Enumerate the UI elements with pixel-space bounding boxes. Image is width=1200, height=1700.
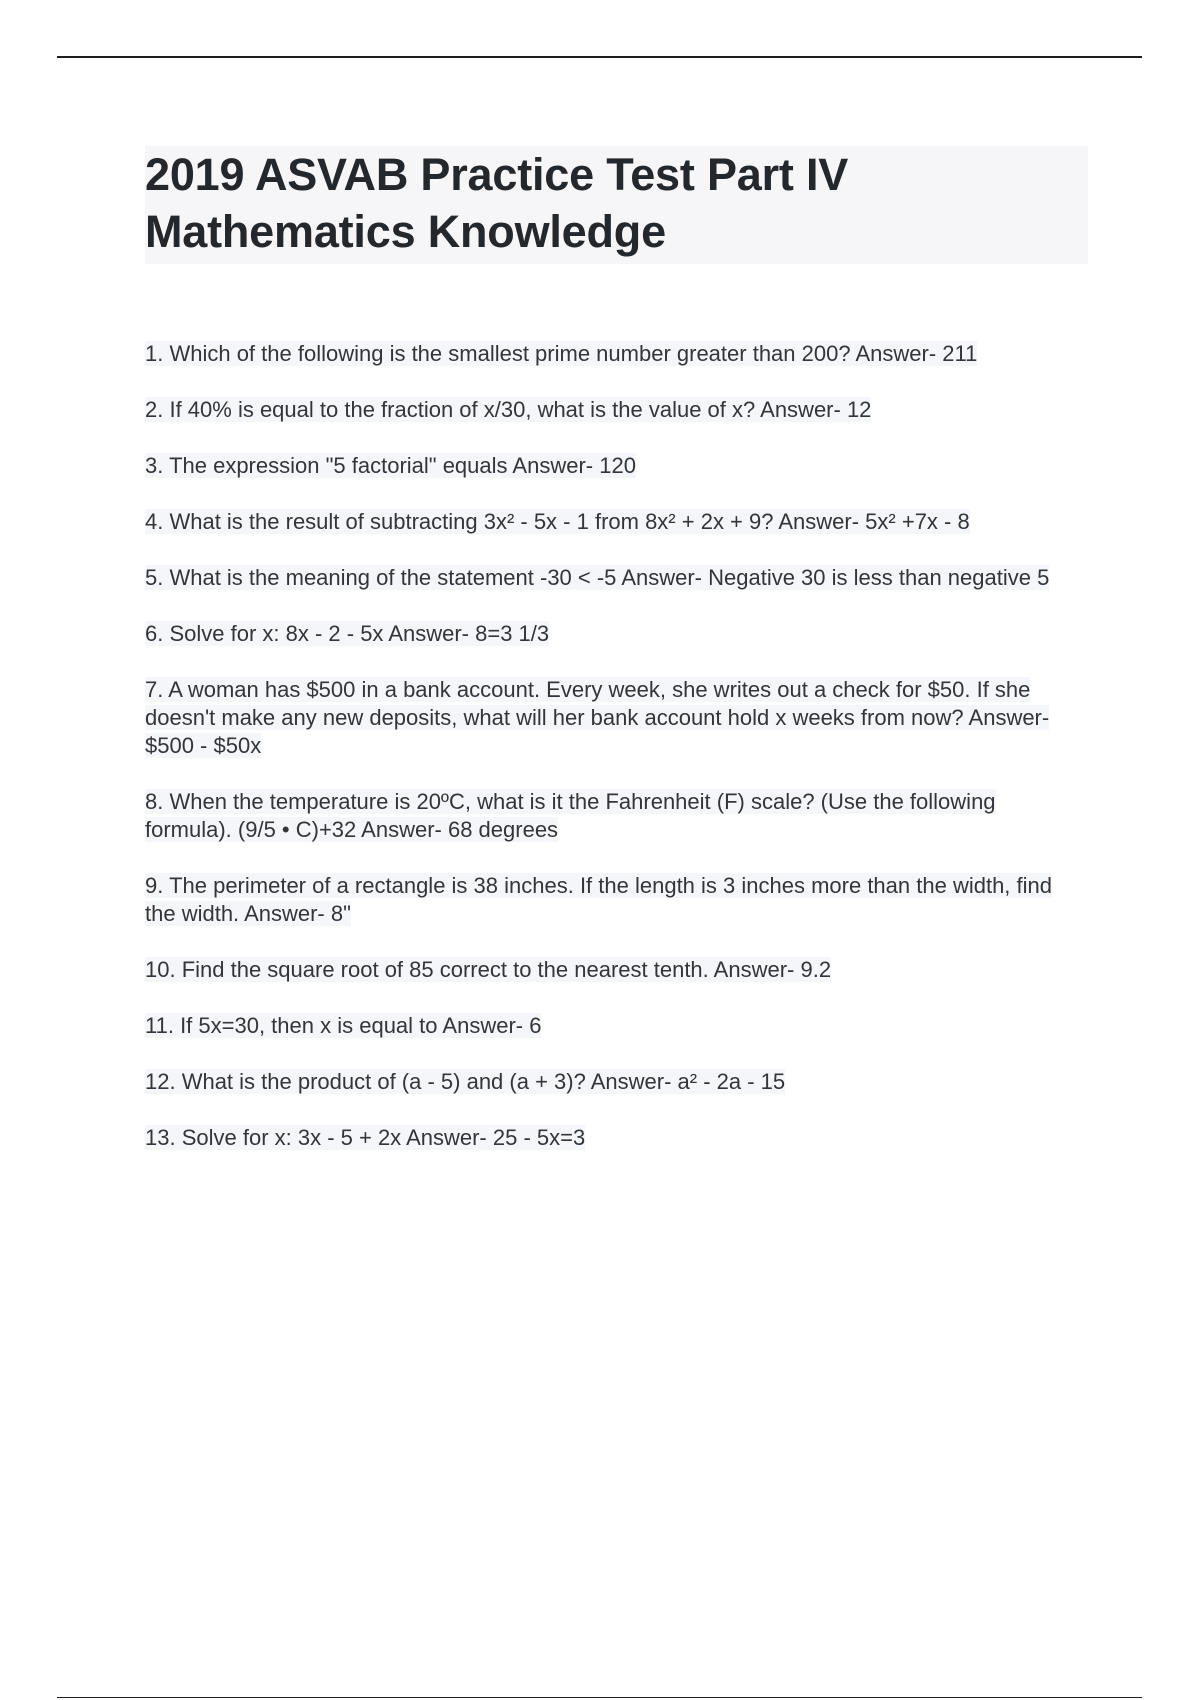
question-item: [145, 676, 1088, 760]
title-line-2: Mathematics Knowledge: [145, 206, 666, 257]
question-item: [145, 340, 1088, 368]
question-item: [145, 1068, 1088, 1096]
question-text: 7. A woman has $500 in a bank account. Every week, she writes out a check for $50. If she doesn't make any new deposits, what will her bank account hold x weeks from now? Answer- $500 - $50x: [145, 677, 1050, 758]
question-item: [145, 956, 1088, 984]
question-item: [145, 1124, 1088, 1152]
document-title: [145, 146, 1082, 260]
question-text: 9. The perimeter of a rectangle is 38 inches. If the length is 3 inches more than the width, find the width. Answer- 8": [145, 873, 1052, 926]
question-item: [145, 620, 1088, 648]
question-item: [145, 564, 1088, 592]
question-text: 12. What is the product of (a - 5) and (a + 3)? Answer- a² - 2a - 15: [145, 1069, 786, 1094]
question-text: 11. If 5x=30, then x is equal to Answer- 6: [145, 1013, 542, 1038]
question-text: 10. Find the square root of 85 correct to the nearest tenth. Answer- 9.2: [145, 957, 832, 982]
question-text: 6. Solve for x: 8x - 2 - 5x Answer- 8=3 1/3: [145, 621, 550, 646]
document-body: [145, 146, 1088, 1180]
question-text: 2. If 40% is equal to the fraction of x/30, what is the value of x? Answer- 12: [145, 397, 872, 422]
question-item: [145, 508, 1088, 536]
question-item: [145, 788, 1088, 844]
question-text: 1. Which of the following is the smallest prime number greater than 200? Answer- 211: [145, 341, 978, 366]
question-text: 3. The expression "5 factorial" equals Answer- 120: [145, 453, 636, 478]
title-line-1: 2019 ASVAB Practice Test Part IV: [145, 149, 849, 200]
question-item: [145, 396, 1088, 424]
title-block: [145, 146, 1088, 264]
bottom-rule: [57, 1697, 1142, 1698]
question-text: 5. What is the meaning of the statement -30 < -5 Answer- Negative 30 is less than negative 5: [145, 565, 1050, 590]
top-rule: [57, 56, 1142, 58]
question-text: 8. When the temperature is 20ºC, what is it the Fahrenheit (F) scale? (Use the following formula). (9/5 • C)+32 Answer- 68 degrees: [145, 789, 996, 842]
question-list: [145, 340, 1088, 1152]
question-item: [145, 1012, 1088, 1040]
question-text: 4. What is the result of subtracting 3x² - 5x - 1 from 8x² + 2x + 9? Answer- 5x² +7x - 8: [145, 509, 970, 534]
question-text: 13. Solve for x: 3x - 5 + 2x Answer- 25 - 5x=3: [145, 1125, 586, 1150]
question-item: [145, 452, 1088, 480]
question-item: [145, 872, 1088, 928]
